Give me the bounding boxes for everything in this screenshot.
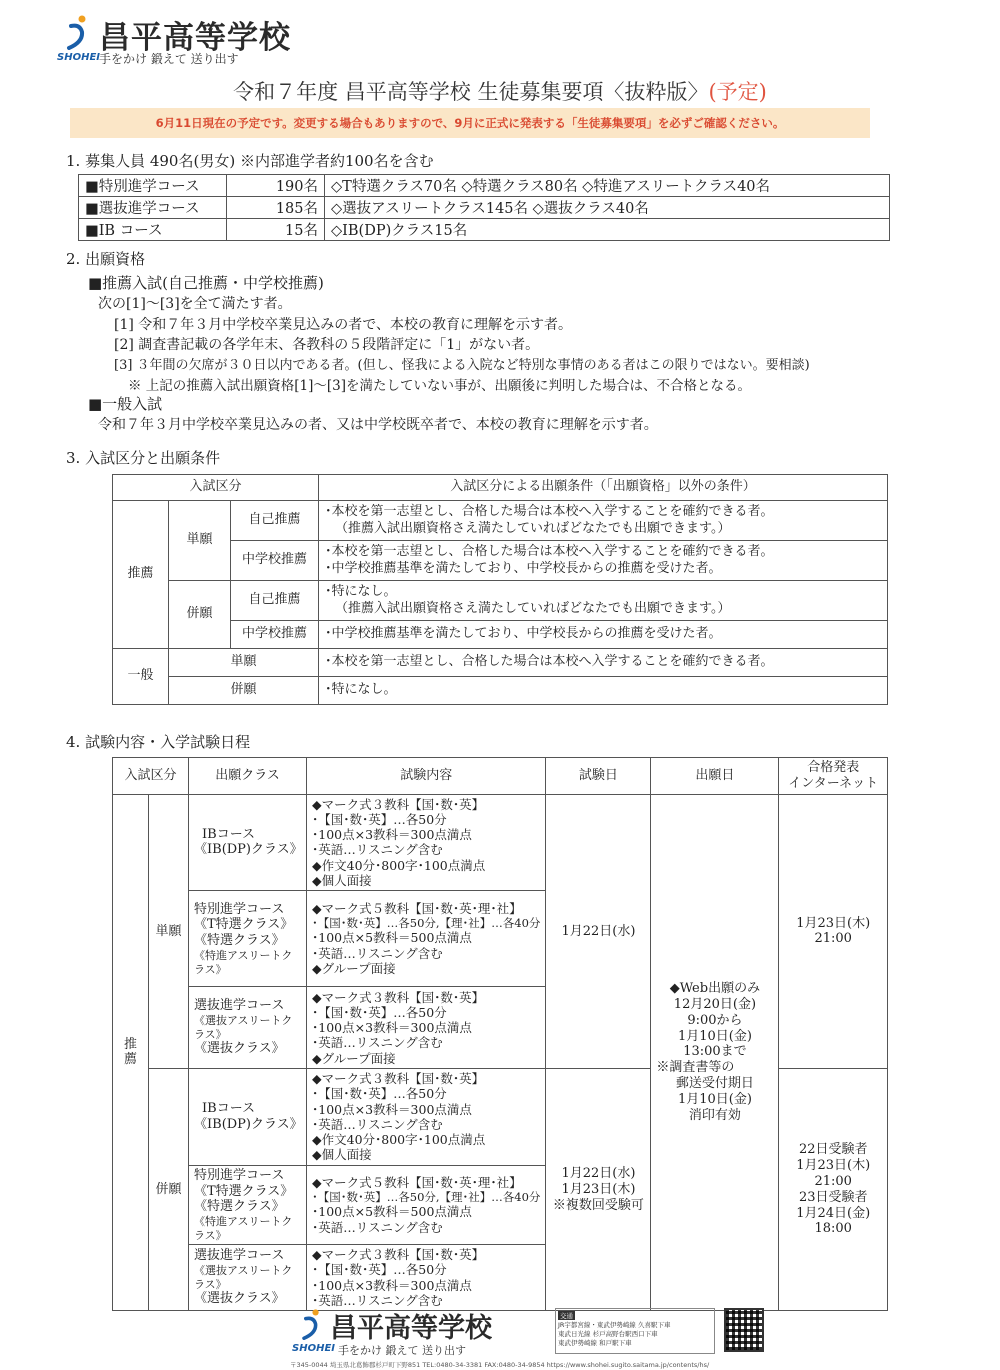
table-row [113, 677, 888, 705]
content-line: ◆マーク式３教科【国･数･英】 [312, 1247, 485, 1263]
class-line: 特別進学コース [194, 901, 285, 917]
content-cell [307, 1245, 546, 1311]
footer-brand: SHOHEI [292, 1343, 335, 1354]
header [55, 8, 355, 68]
content-line: ･英語…リスニング含む [312, 1292, 443, 1308]
content-line: ･英語…リスニング含む [312, 1035, 443, 1051]
suisen-item-3: [3] ３年間の欠席が３０日以内である者。(但し、怪我による入院など特別な事情のある者はこの限りではない。要相談) [114, 358, 810, 373]
kubun-tangan: 単願 [169, 649, 319, 677]
condition-line: ･中学校推薦基準を満たしており、中学校長からの推薦を受けた者。 [325, 560, 722, 576]
access-line: JR宇都宮線・東武伊勢崎線 久喜駅下車 [558, 1321, 671, 1329]
footer [0, 1302, 1000, 1370]
condition-cell: ･特になし。 [319, 677, 888, 705]
kubun-tangan: 単願 [169, 501, 231, 581]
condition-line: ･特になし。 [325, 584, 397, 600]
page-title-text: 令和７年度 昌平高等学校 生徒募集要項〈抜粋版〉 [233, 80, 709, 104]
col-header-kubun: 入試区分 [113, 475, 319, 501]
condition-line: （推薦入試出願資格さえ満たしていればどなたでも出願できます。） [335, 600, 731, 616]
kubun-chugaku: 中学校推薦 [231, 621, 319, 649]
condition-cell [319, 581, 888, 621]
content-cell [307, 1165, 546, 1244]
table-row [113, 794, 888, 891]
kubun-heigan: 併願 [169, 677, 319, 705]
suisen-item-2: [2] 調査書記載の各学年末、各教科の５段階評定に「1」がない者。 [114, 337, 540, 353]
suisen-intro: 次の[1]～[3]を全て満たす者。 [98, 296, 292, 312]
condition-cell [319, 541, 888, 581]
table-row [113, 475, 888, 501]
result-line: 21:00 [814, 931, 852, 947]
content-line: ◆個人面接 [312, 872, 372, 888]
content-cell [307, 891, 546, 987]
school-motto: 手をかけ 鍛えて 送り出す [99, 52, 239, 66]
class-cell [189, 794, 307, 891]
content-line: ◆マーク式３教科【国･数･英】 [312, 796, 485, 812]
access-title: 交通 [560, 1312, 573, 1320]
class-cell [189, 891, 307, 987]
course-count: 185名 [227, 197, 325, 219]
result-line: 1月23日(木) [796, 915, 871, 931]
result-line: 18:00 [814, 1221, 852, 1237]
access-box [555, 1308, 715, 1354]
apply-line: 9:00から [687, 1012, 743, 1028]
condition-cell: ･本校を第一志望とし、合格した場合は本校へ入学することを確約できる者。 [319, 649, 888, 677]
apply-line: 13:00まで [683, 1044, 747, 1060]
content-line: ･100点×5教科＝500点満点 [312, 930, 472, 946]
content-line: ◆個人面接 [312, 1147, 372, 1163]
table-row [113, 581, 888, 621]
content-cell [307, 794, 546, 891]
class-line: 《選抜クラス》 [194, 1291, 285, 1307]
col-header-kubun: 入試区分 [113, 758, 189, 795]
content-line: ･100点×3教科＝300点満点 [312, 1020, 472, 1036]
access-line: 東武日光線 杉戸高野台駅西口下車 [558, 1330, 658, 1338]
result-line: 1月24日(金) [796, 1205, 871, 1221]
date-heigan [546, 1069, 651, 1311]
condition-line: ･本校を第一志望とし、合格した場合は本校へ入学することを確約できる者。 [325, 504, 774, 520]
class-line: IBコース [202, 1101, 256, 1117]
result-line: 21:00 [814, 1173, 852, 1189]
col-header-class: 出願クラス [189, 758, 307, 795]
date-line: 1月23日(木) [561, 1181, 636, 1197]
class-line: 《T特選クラス》 [194, 1183, 294, 1199]
class-line: 選抜進学コース [194, 1248, 285, 1264]
content-line: ･英語…リスニング含む [312, 945, 443, 961]
footer-motto: 手をかけ 鍛えて 送り出す [338, 1344, 466, 1357]
table-row [113, 649, 888, 677]
kubun-jiko: 自己推薦 [231, 501, 319, 541]
kubun-heigan: 併願 [169, 581, 231, 649]
class-line: 《IB(DP)クラス》 [194, 1116, 303, 1132]
access-line: 東武伊勢崎線 和戸駅下車 [558, 1339, 632, 1347]
content-line: ･英語…リスニング含む [312, 842, 443, 858]
qr-code-icon[interactable] [724, 1308, 764, 1352]
date-tangan: 1月22日(水) [546, 794, 651, 1069]
kubun-chugaku: 中学校推薦 [231, 541, 319, 581]
school-name: 昌平高等学校 [99, 20, 291, 56]
class-line: 《特選クラス》 [194, 1199, 285, 1215]
content-line: ･【国･数･英】…各50分 [312, 1262, 447, 1278]
result-line: 22日受験者 [798, 1142, 868, 1158]
apply-line: 消印有効 [688, 1107, 741, 1123]
course-count: 190名 [227, 175, 325, 197]
result-heigan [779, 1069, 888, 1311]
brand-text: SHOHEI [57, 52, 100, 63]
condition-line: （推薦入試出願資格さえ満たしていればどなたでも出願できます。） [335, 520, 731, 536]
course-detail: ◇T特選クラス70名 ◇特選クラス80名 ◇特進アスリートクラス40名 [325, 175, 890, 197]
col-header-condition: 入試区分による出願条件（「出願資格」以外の条件） [319, 475, 888, 501]
kubun-tangan: 単願 [149, 794, 189, 1069]
content-cell [307, 987, 546, 1069]
content-line: ◆グループ面接 [312, 1050, 396, 1066]
suisen-item-1: [1] 令和７年３月中学校卒業見込みの者で、本校の教育に理解を示す者。 [114, 317, 572, 333]
content-line: ◆作文40分･800字･100点満点 [312, 1132, 486, 1148]
class-line: 《選抜クラス》 [194, 1041, 285, 1057]
condition-cell: ･中学校推薦基準を満たしており、中学校長からの推薦を受けた者。 [319, 621, 888, 649]
kubun-heigan: 併願 [149, 1069, 189, 1311]
class-line: 《T特選クラス》 [194, 917, 294, 933]
result-tangan [779, 794, 888, 1069]
schedule-table [112, 757, 888, 1311]
quota-table [78, 174, 890, 241]
col-header-apply: 出願日 [651, 758, 779, 795]
class-line: 《特選クラス》 [194, 933, 285, 949]
course-name: ■IB コース [79, 219, 227, 241]
kubun-ippan: 一般 [113, 649, 169, 705]
content-line: ･英語…リスニング含む [312, 1116, 443, 1132]
class-line: IBコース [202, 826, 256, 842]
apply-cell [651, 794, 779, 1310]
content-cell [307, 1069, 546, 1166]
table-row [79, 219, 890, 241]
class-line: 選抜進学コース [194, 998, 285, 1014]
apply-line: ◆Web出願のみ [669, 981, 761, 997]
class-line: 《選抜アスリートクラス》 [194, 1014, 293, 1041]
content-line: ◆マーク式３教科【国･数･英】 [312, 1071, 485, 1087]
table-row [113, 501, 888, 541]
tentative-label: (予定) [708, 80, 767, 104]
section1-heading: 1. 募集人員 490名(男女) ※内部進学者約100名を含む [66, 152, 434, 170]
kubun-suisen: 推薦 [113, 794, 149, 1310]
condition-cell [319, 501, 888, 541]
apply-line: 郵送受付期日 [675, 1076, 754, 1092]
content-line: ･100点×5教科＝500点満点 [312, 1204, 472, 1220]
section2-heading: 2. 出願資格 [66, 250, 146, 268]
content-line: ･【国･数･英】…各50分 [312, 1086, 447, 1102]
content-line: ･【国･数･英】…各50分 [312, 811, 447, 827]
col-header-result [779, 758, 888, 795]
class-line: 《特進アスリートクラス》 [194, 1215, 293, 1242]
class-line: 《特進アスリートクラス》 [194, 949, 293, 976]
section4-heading: 4. 試験内容・入学試験日程 [66, 733, 251, 751]
ippan-text: 令和７年３月中学校卒業見込みの者、又は中学校既卒者で、本校の教育に理解を示す者。 [98, 417, 658, 433]
class-cell [189, 1245, 307, 1311]
course-name: ■特別進学コース [79, 175, 227, 197]
content-line: ◆マーク式５教科【国･数･英･理･社】 [312, 901, 522, 917]
content-line: ･100点×3教科＝300点満点 [312, 1277, 472, 1293]
content-line: ･【国･数･英】…各50分 [312, 1004, 447, 1020]
col-header-content: 試験内容 [307, 758, 546, 795]
content-line: ･【国･数･英】…各50分,【理･社】…各40分 [312, 916, 541, 931]
apply-line: 12月20日(金) [673, 996, 757, 1012]
school-logo-icon [65, 14, 91, 50]
class-line: 特別進学コース [194, 1167, 285, 1183]
content-line: ･【国･数･英】…各50分,【理･社】…各40分 [312, 1190, 541, 1205]
content-line: ◆グループ面接 [312, 960, 396, 976]
col-header-date: 試験日 [546, 758, 651, 795]
notice-banner: 6月11日現在の予定です。変更する場合もありますので、9月に正式に発表する「生徒募集要項」を必ずご確認ください。 [70, 108, 870, 138]
content-line: ･100点×3教科＝300点満点 [312, 827, 472, 843]
table-row [79, 175, 890, 197]
section3-heading: 3. 入試区分と出願条件 [66, 449, 221, 467]
result-line: 1月23日(木) [796, 1157, 871, 1173]
class-cell [189, 1069, 307, 1166]
apply-line: 1月10日(金) [677, 1028, 752, 1044]
suisen-title: ■推薦入試(自己推薦・中学校推薦) [88, 274, 324, 292]
ippan-title: ■一般入試 [88, 395, 163, 413]
result-line: 23日受験者 [798, 1189, 868, 1205]
course-detail: ◇IB(DP)クラス15名 [325, 219, 890, 241]
class-line: 《選抜アスリートクラス》 [194, 1264, 293, 1291]
content-line: ◆マーク式５教科【国･数･英･理･社】 [312, 1175, 522, 1191]
footer-school-name: 昌平高等学校 [330, 1313, 492, 1344]
page-title [0, 76, 1000, 106]
condition-line: ･本校を第一志望とし、合格した場合は本校へ入学することを確約できる者。 [325, 544, 774, 560]
school-logo-icon [300, 1308, 324, 1340]
table-row [113, 758, 888, 795]
content-line: ◆マーク式３教科【国･数･英】 [312, 989, 485, 1005]
suisen-note: ※ 上記の推薦入試出願資格[1]～[3]を満たしていない事が、出願後に判明した場合は、不合格となる。 [128, 378, 752, 394]
class-cell [189, 1165, 307, 1244]
content-line: ･英語…リスニング含む [312, 1219, 443, 1235]
apply-line: ※調査書等の [656, 1060, 735, 1076]
apply-line: 1月10日(金) [677, 1092, 752, 1108]
content-line: ･100点×3教科＝300点満点 [312, 1101, 472, 1117]
date-line: 1月22日(水) [561, 1165, 636, 1181]
class-line: 《IB(DP)クラス》 [194, 842, 303, 858]
kubun-jiko: 自己推薦 [231, 581, 319, 621]
kubun-suisen: 推薦 [113, 501, 169, 649]
footer-address: 〒345-0044 埼玉県北葛飾郡杉戸町下野851 TEL:0480-34-3381 FAX:0480-34-9854 https://www.shohei.sugito.saitama.jp/contents/hs/ [290, 1361, 710, 1369]
course-count: 15名 [227, 219, 325, 241]
table-row [79, 197, 890, 219]
result-header-line: インターネット [788, 775, 879, 791]
conditions-table [112, 474, 888, 705]
course-name: ■選抜進学コース [79, 197, 227, 219]
date-line: ※複数回受験可 [552, 1197, 644, 1213]
content-line: ◆作文40分･800字･100点満点 [312, 857, 486, 873]
class-cell [189, 987, 307, 1069]
result-header-line: 合格発表 [807, 760, 860, 775]
course-detail: ◇選抜アスリートクラス145名 ◇選抜クラス40名 [325, 197, 890, 219]
